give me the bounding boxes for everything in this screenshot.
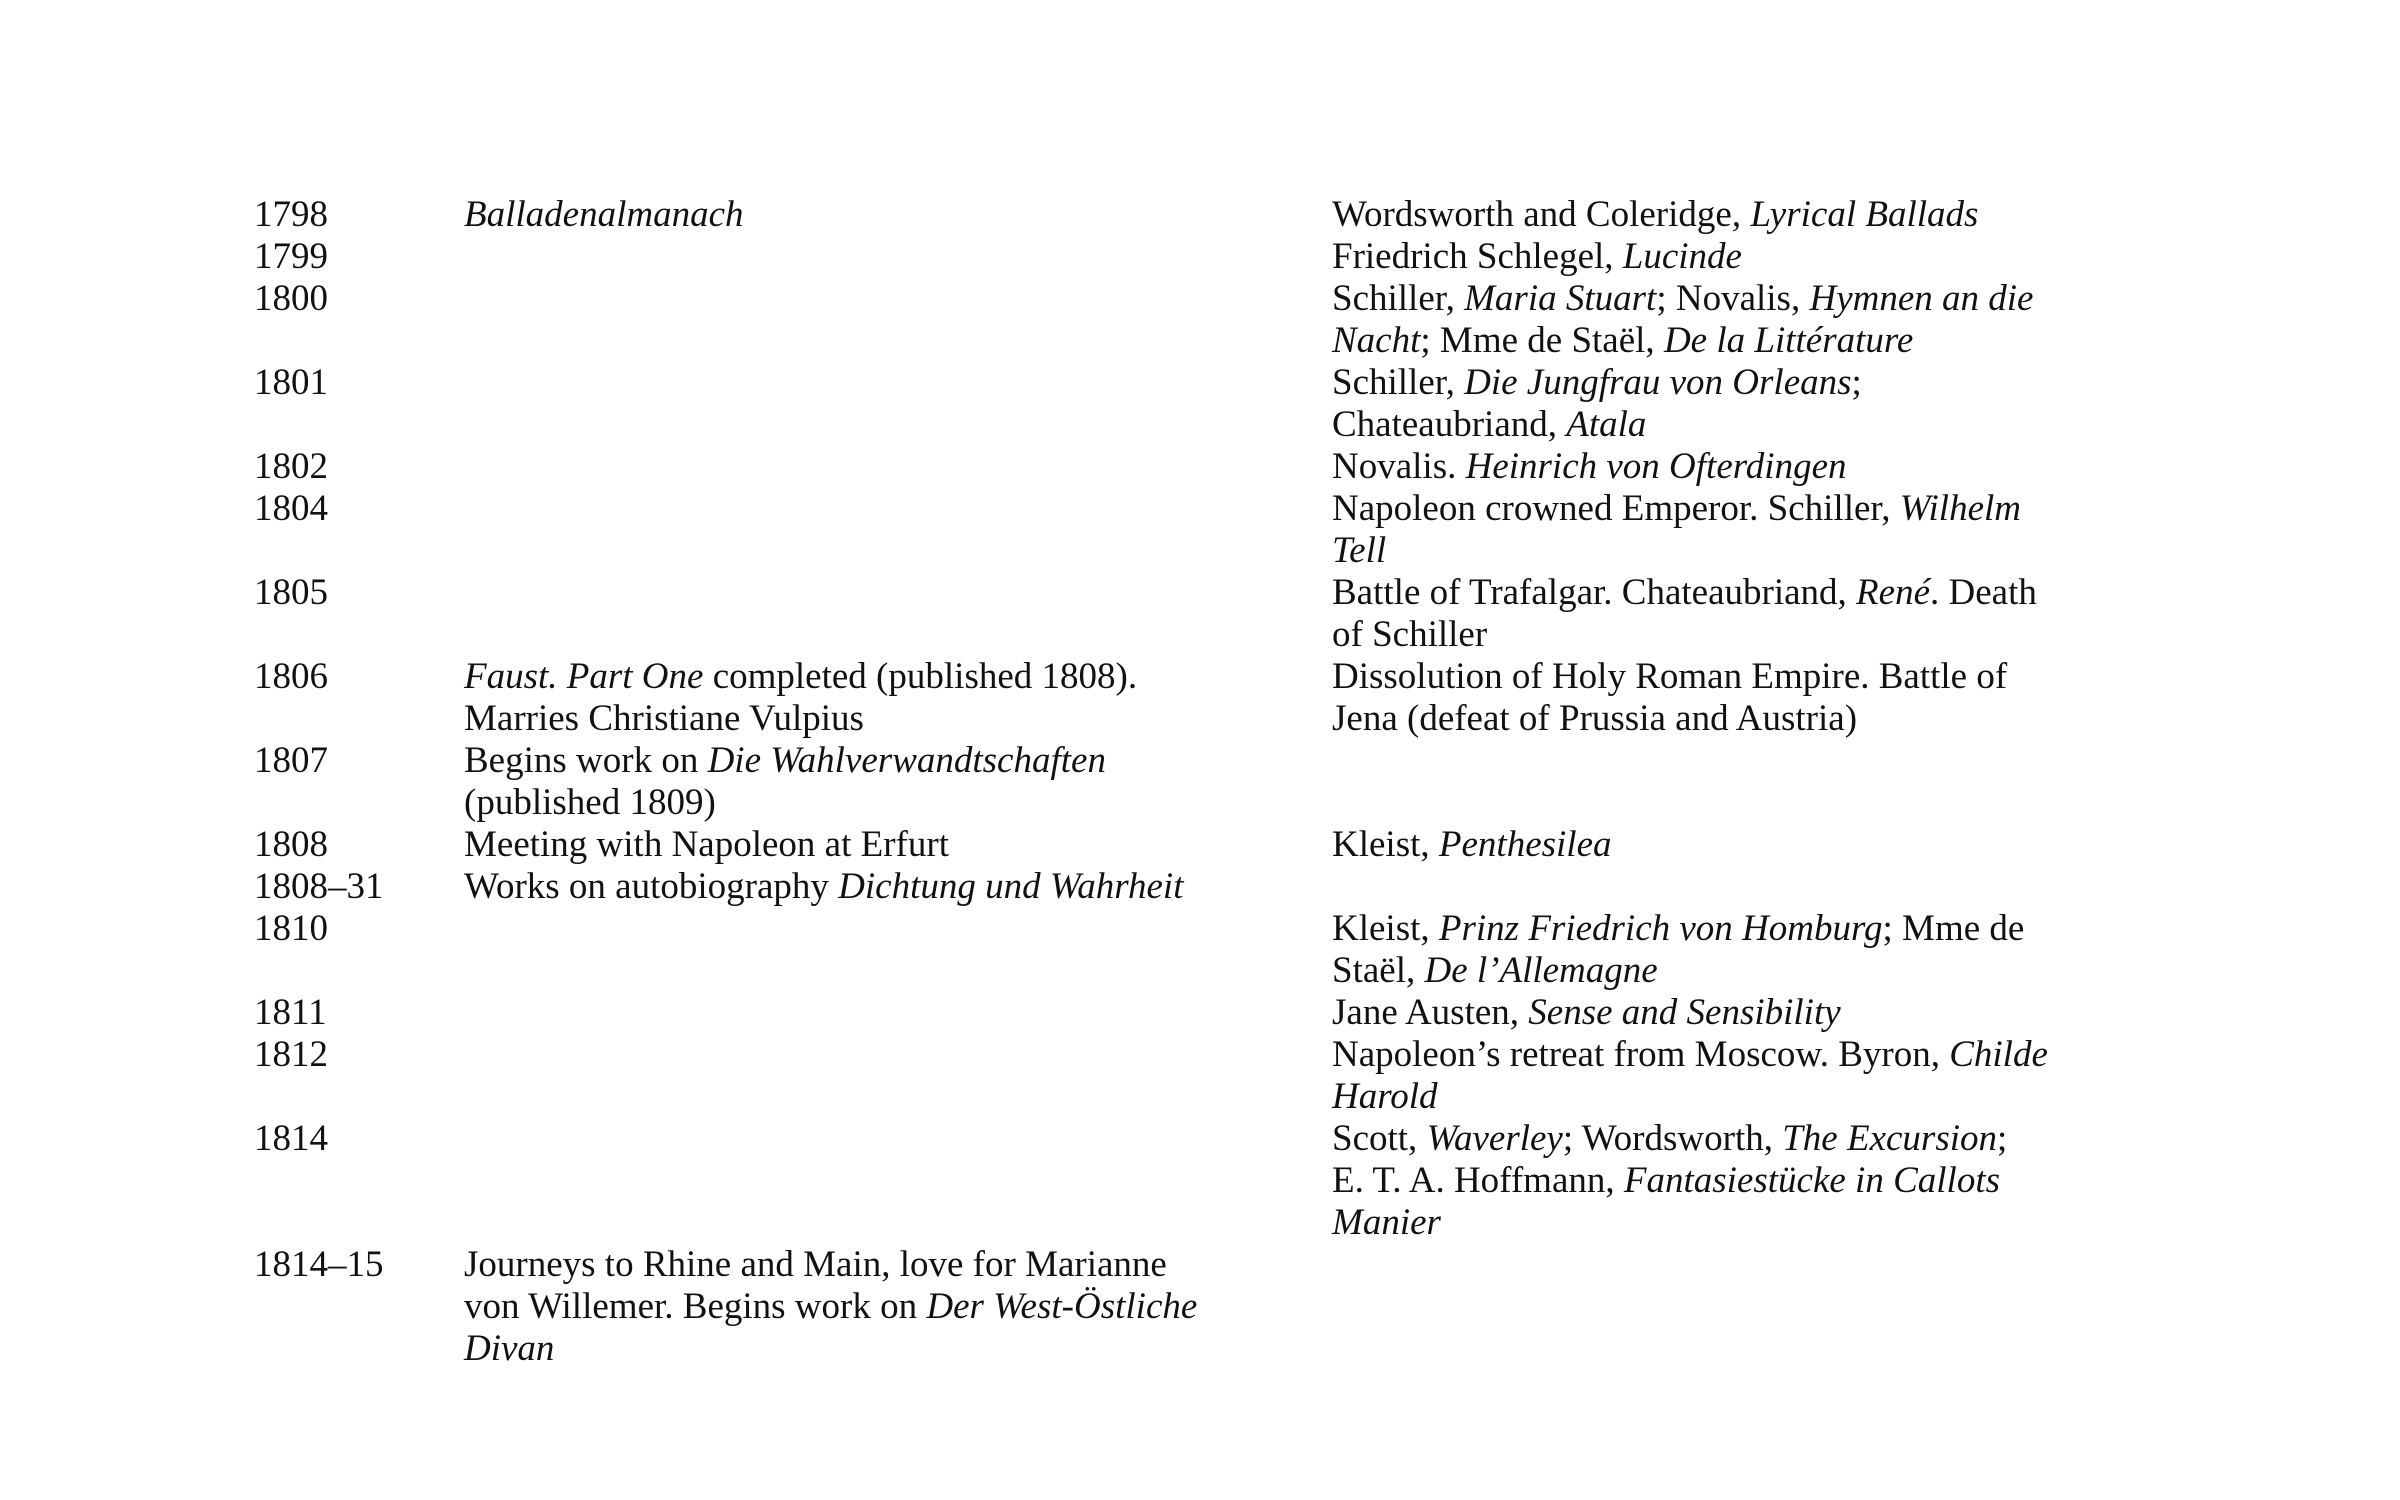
title-text: Dichtung und Wahrheit [838, 866, 1184, 907]
plain-text: ; Chateaubriand, [1332, 362, 1862, 445]
historical-event-cell [1332, 908, 2132, 992]
year-cell: 1807 [254, 740, 328, 781]
title-text: Prinz Friedrich von Homburg [1438, 908, 1883, 949]
year-cell: 1811 [254, 992, 327, 1033]
chronology-row [254, 362, 2154, 446]
chronology-row [254, 1034, 2154, 1118]
plain-text: ; Mme de Staël, [1332, 908, 2025, 991]
year-cell: 1802 [254, 446, 328, 487]
chronology-table [254, 194, 2154, 1370]
historical-event-cell [1332, 656, 2132, 740]
title-text: Der West-Östliche Divan [464, 1286, 1198, 1369]
chronology-row [254, 278, 2154, 362]
historical-event-cell [1332, 278, 2132, 362]
plain-text: Napoleon crowned Emperor. Schiller, [1332, 488, 1900, 529]
title-text: Hymnen an die Nacht [1332, 278, 2034, 361]
year-cell: 1812 [254, 1034, 328, 1075]
title-text: Die Jungfrau von Orleans [1464, 362, 1852, 403]
plain-text: Kleist, [1332, 824, 1439, 865]
plain-text: Kleist, [1332, 908, 1439, 949]
title-text: Waverley [1426, 1118, 1563, 1159]
plain-text: Schiller, [1332, 362, 1465, 403]
historical-event-cell [1332, 1118, 2132, 1244]
historical-event-cell [1332, 194, 2132, 236]
title-text: Fantasiestücke in Callots Manier [1332, 1160, 2000, 1243]
title-text: Die Wahlverwandtschaften [707, 740, 1106, 781]
plain-text: completed (published 1808). Marries Christiane Vulpius [464, 656, 1138, 739]
historical-event-cell [1332, 1034, 2132, 1118]
chronology-row [254, 236, 2154, 278]
plain-text: Schiller, [1332, 278, 1465, 319]
plain-text: Novalis. [1332, 446, 1466, 487]
historical-event-cell [1332, 572, 2132, 656]
title-text: René [1856, 572, 1930, 613]
life-event-cell [464, 194, 1332, 236]
plain-text: Wordsworth and Coleridge, [1332, 194, 1751, 235]
plain-text: Begins work on [464, 740, 708, 781]
historical-event-cell [1332, 992, 2132, 1034]
chronology-row [254, 656, 2154, 740]
historical-event-cell [1332, 824, 2132, 866]
plain-text: Meeting with Napoleon at Erfurt [464, 824, 949, 865]
year-cell: 1799 [254, 236, 328, 277]
year-cell: 1800 [254, 278, 328, 319]
chronology-row [254, 740, 2154, 824]
chronology-row [254, 992, 2154, 1034]
title-text: Balladenalmanach [464, 194, 744, 235]
chronology-row [254, 488, 2154, 572]
title-text: Lyrical Ballads [1750, 194, 1979, 235]
chronology-row [254, 824, 2154, 866]
plain-text: Dissolution of Holy Roman Empire. Battle of Jena (defeat of Prussia and Austria) [1332, 656, 2008, 739]
title-text: Penthesilea [1438, 824, 1612, 865]
title-text: The Excursion [1782, 1118, 1998, 1159]
year-cell: 1806 [254, 656, 328, 697]
title-text: Heinrich von Ofterdingen [1465, 446, 1847, 487]
title-text: Wilhelm Tell [1332, 488, 2022, 571]
historical-event-cell [1332, 446, 2132, 488]
title-text: De l’Allemagne [1424, 950, 1658, 991]
life-event-cell [464, 656, 1332, 740]
year-cell: 1801 [254, 362, 328, 403]
title-text: Lucinde [1622, 236, 1742, 277]
chronology-row [254, 572, 2154, 656]
plain-text: ; Mme de Staël, [1420, 320, 1664, 361]
chronology-row [254, 194, 2154, 236]
year-cell: 1804 [254, 488, 328, 529]
life-event-cell [464, 824, 1332, 866]
plain-text: Works on autobiography [464, 866, 839, 907]
year-cell: 1810 [254, 908, 328, 949]
plain-text: ; E. T. A. Hoffmann, [1332, 1118, 2008, 1201]
plain-text: Jane Austen, [1332, 992, 1529, 1033]
title-text: Sense and Sensibility [1528, 992, 1841, 1033]
title-text: Faust. Part One [464, 656, 704, 697]
title-text: Maria Stuart [1464, 278, 1657, 319]
chronology-row [254, 446, 2154, 488]
year-cell: 1808 [254, 824, 328, 865]
plain-text: ; Wordsworth, [1562, 1118, 1783, 1159]
plain-text: Friedrich Schlegel, [1332, 236, 1623, 277]
year-cell: 1805 [254, 572, 328, 613]
chronology-row [254, 866, 2154, 908]
life-event-cell [464, 1244, 1332, 1370]
year-cell: 1814 [254, 1118, 328, 1159]
title-text: Atala [1566, 404, 1647, 445]
plain-text: . Death of Schiller [1332, 572, 2037, 655]
plain-text: Napoleon’s retreat from Moscow. Byron, [1332, 1034, 1950, 1075]
historical-event-cell [1332, 236, 2132, 278]
chronology-row [254, 908, 2154, 992]
title-text: De la Littérature [1663, 320, 1914, 361]
historical-event-cell [1332, 362, 2132, 446]
year-cell: 1814–15 [254, 1244, 384, 1285]
plain-text: Journeys to Rhine and Main, love for Marianne von Willemer. Begins work on [464, 1244, 1167, 1327]
plain-text: Scott, [1332, 1118, 1427, 1159]
chronology-row [254, 1118, 2154, 1244]
title-text: Childe Harold [1332, 1034, 2048, 1117]
plain-text: Battle of Trafalgar. Chateaubriand, [1332, 572, 1857, 613]
year-cell: 1798 [254, 194, 328, 235]
year-cell: 1808–31 [254, 866, 384, 907]
life-event-cell [464, 866, 1332, 908]
plain-text: (published 1809) [464, 782, 716, 823]
chronology-row [254, 1244, 2154, 1370]
life-event-cell [464, 740, 1332, 824]
historical-event-cell [1332, 488, 2132, 572]
plain-text: ; Novalis, [1656, 278, 1810, 319]
